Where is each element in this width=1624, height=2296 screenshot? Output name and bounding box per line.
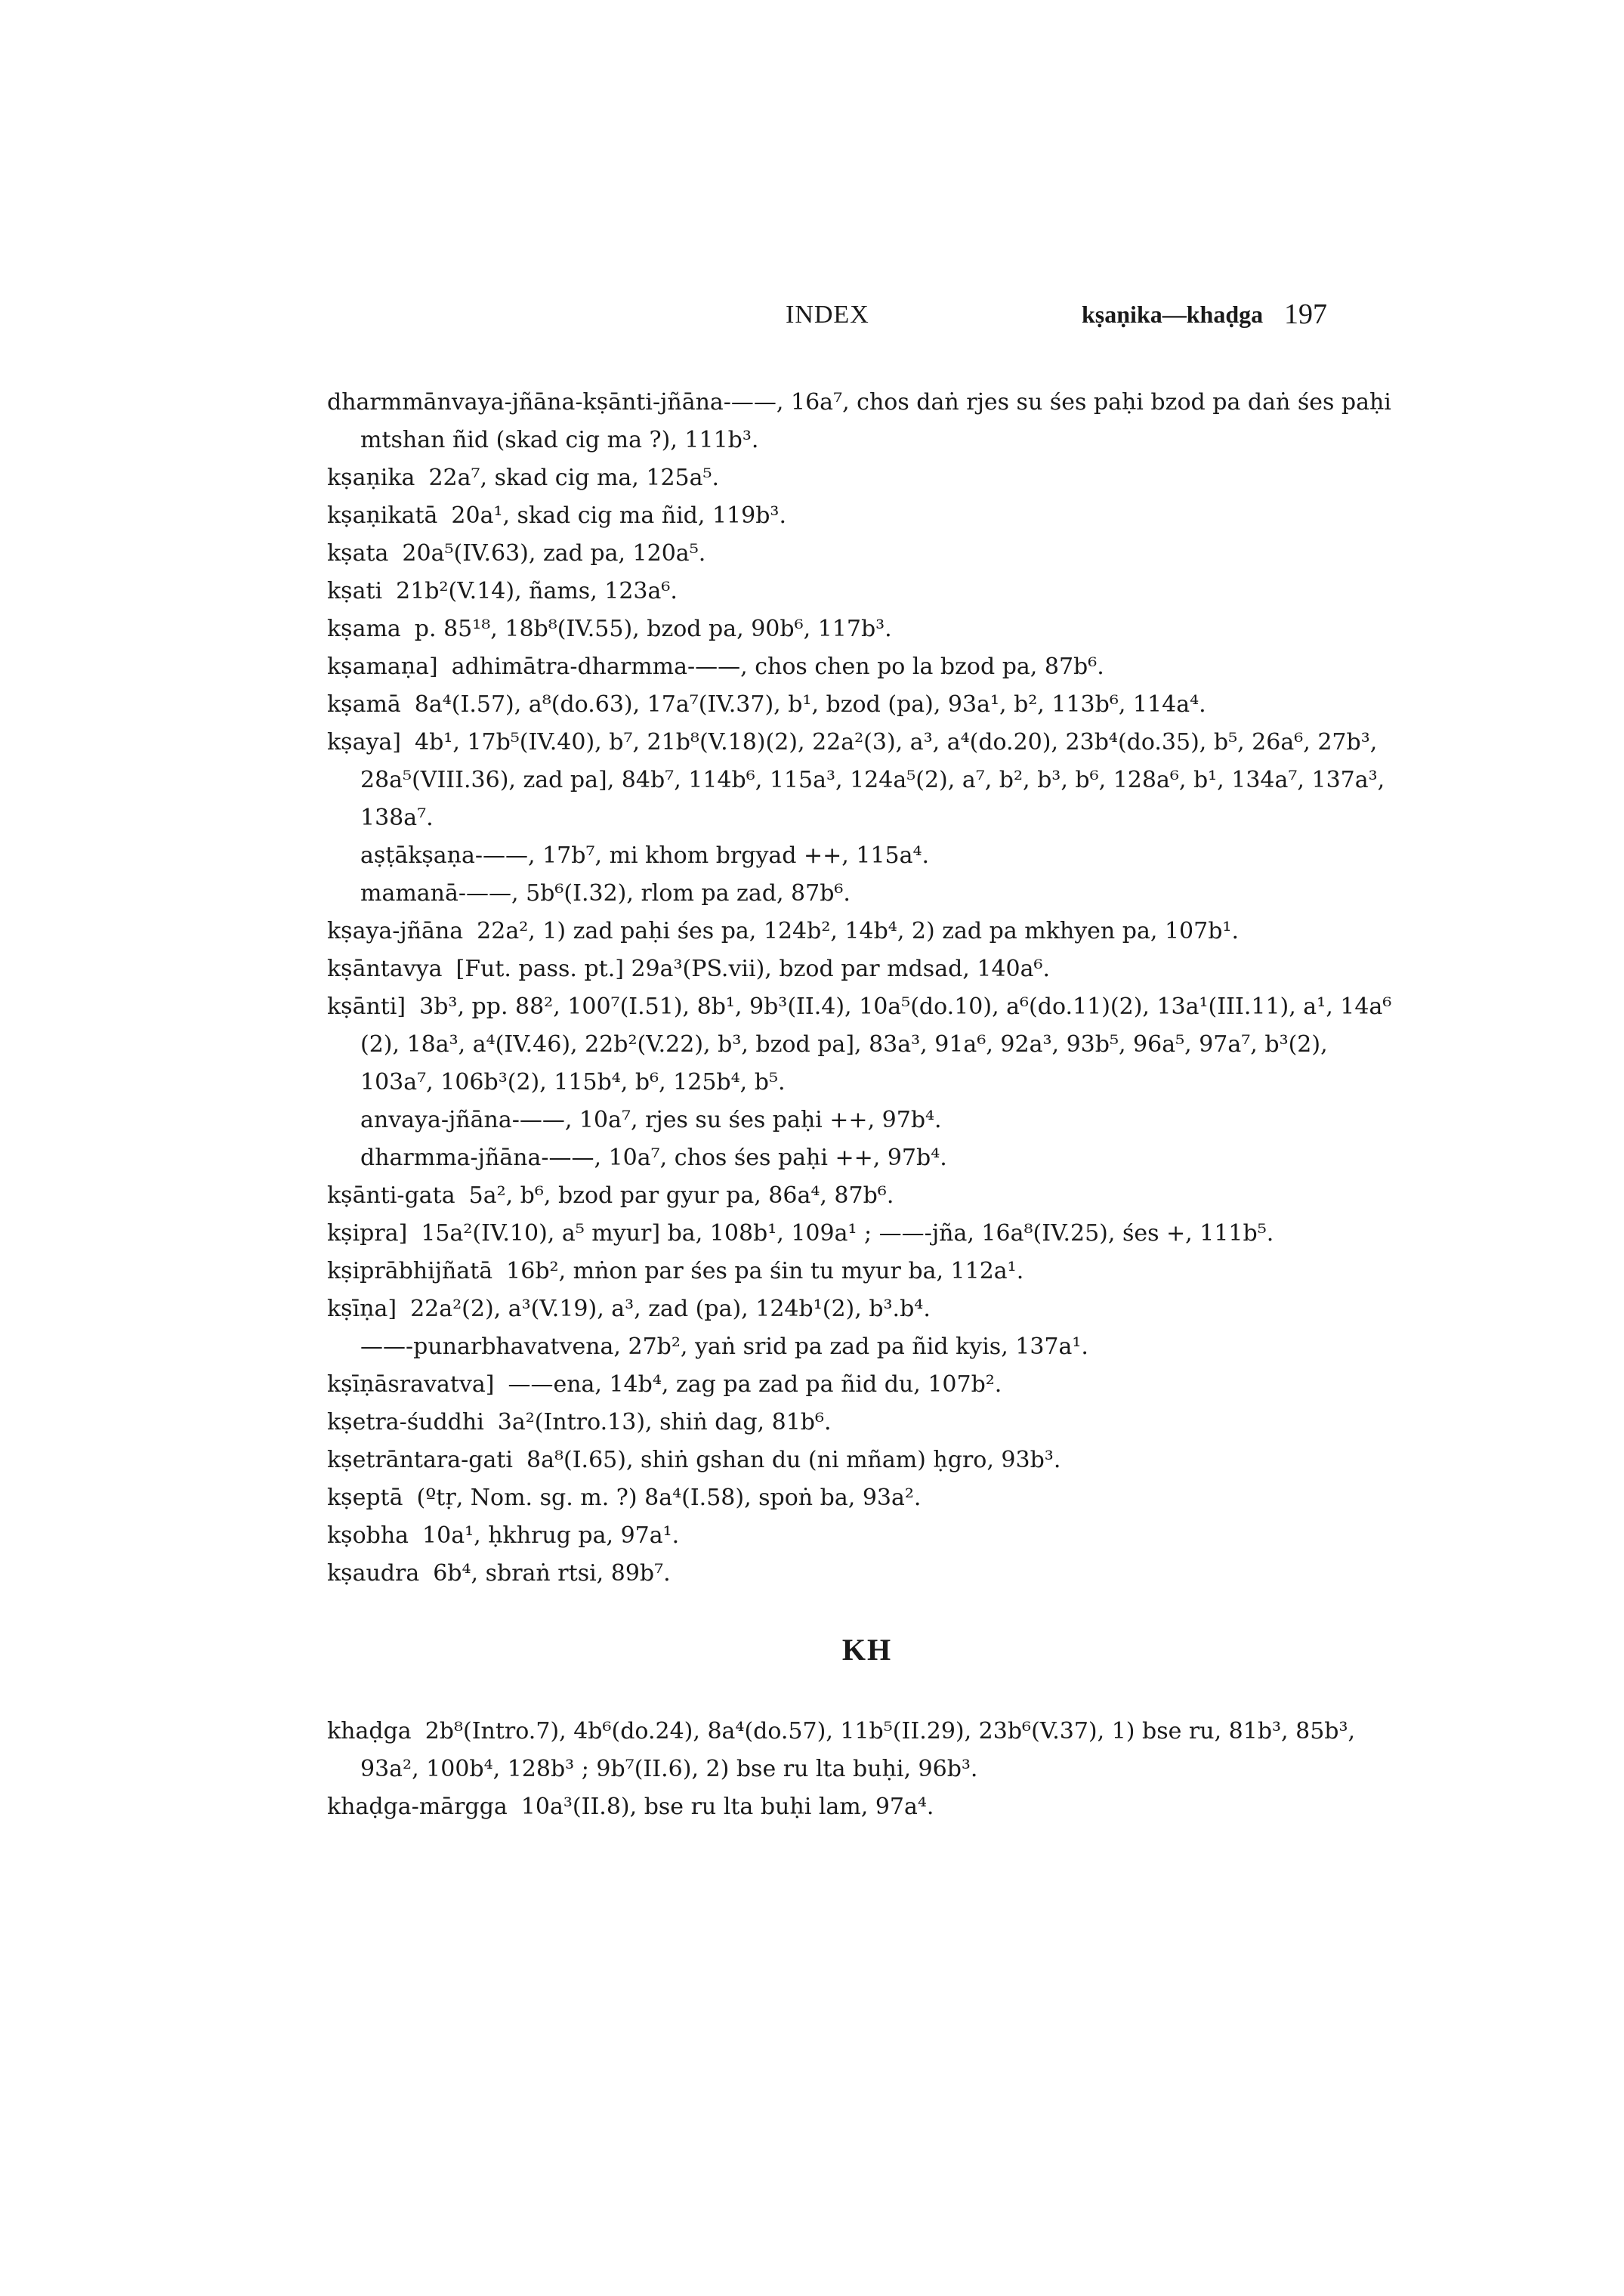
entry-text: 20a¹, skad cig ma ñid, 119b³. xyxy=(451,502,786,529)
index-entry xyxy=(327,1555,1407,1593)
entry-text: dharmma-jñāna-——, 10a⁷, chos śes paḥi ++, 97b⁴. xyxy=(360,1145,947,1171)
index-entry xyxy=(327,1215,1407,1253)
entry-text: ——ena, 14b⁴, zag pa zad pa ñid du, 107b². xyxy=(508,1371,1002,1398)
entry-text: 21b²(V.14), ñams, 123a⁶. xyxy=(396,578,678,604)
entry-text: 15a²(IV.10), a⁵ myur] ba, 108b¹, 109a¹ ; ——-jña, 16a⁸(IV.25), śes +, 111b⁵. xyxy=(421,1220,1274,1247)
entry-headword: kṣīṇāsravatva] xyxy=(327,1371,495,1398)
entry-text: 3b³, pp. 88², 100⁷(I.51), 8b¹, 9b³(II.4), 10a⁵(do.10), a⁶(do.11)(2), 13a¹(III.11), a¹, 14a⁶ (2), 18a³, a⁴(IV.46), 22b²(V.22), b³, bzod pa], 83a³, 91a⁶, 92a³, 93b⁵, 96a⁵, 97a⁷, b³(2), 103a⁷, 106b³(2), 115b⁴, b⁶, 125b⁴, b⁵. xyxy=(360,993,1392,1095)
entry-headword: kṣānti-gata xyxy=(327,1182,455,1209)
entry-headword: kṣamaṇa] xyxy=(327,654,438,680)
index-entry xyxy=(327,459,1407,497)
index-entry xyxy=(327,1479,1407,1517)
index-entry xyxy=(327,875,1407,913)
entry-headword: kṣaṇika xyxy=(327,465,415,491)
entry-headword: kṣetrāntara-gati xyxy=(327,1447,513,1473)
index-entry xyxy=(327,686,1407,724)
index-entry xyxy=(327,1517,1407,1555)
index-entry xyxy=(327,384,1407,459)
index-entry xyxy=(327,1139,1407,1177)
entry-text: 10a¹, ḥkhrug pa, 97a¹. xyxy=(422,1522,680,1549)
entry-text: dharmmānvaya-jñāna-kṣānti-jñāna-——, 16a⁷, chos daṅ rjes su śes paḥi bzod pa daṅ śes paḥi mtshan ñid (skad cig ma ?), 111b³. xyxy=(327,389,1391,453)
entry-text: p. 85¹⁸, 18b⁸(IV.55), bzod pa, 90b⁶, 117b³. xyxy=(414,616,892,642)
entry-headword: kṣaudra xyxy=(327,1560,420,1587)
index-entry xyxy=(327,1404,1407,1442)
entries-kh-section xyxy=(327,1713,1407,1826)
entry-text: mamanā-——, 5b⁶(I.32), rlom pa zad, 87b⁶. xyxy=(360,880,851,907)
entry-headword: kṣāntavya xyxy=(327,956,443,982)
entry-headword: kṣaya] xyxy=(327,729,401,756)
index-entry xyxy=(327,1177,1407,1215)
index-entry xyxy=(327,1442,1407,1479)
entry-text: 2b⁸(Intro.7), 4b⁶(do.24), 8a⁴(do.57), 11b⁵(II.29), 23b⁶(V.37), 1) bse ru, 81b³, 85b³, 93a², 100b⁴, 128b³ ; 9b⁷(II.6), 2) bse ru lta buḥi, 96b³. xyxy=(360,1718,1356,1782)
entry-headword: kṣīṇa] xyxy=(327,1296,397,1322)
entry-text: aṣṭākṣaṇa-——, 17b⁷, mi khom brgyad ++, 115a⁴. xyxy=(360,842,930,869)
entry-text: 10a³(II.8), bse ru lta buḥi lam, 97a⁴. xyxy=(520,1794,934,1820)
entry-text: 8a⁴(I.57), a⁸(do.63), 17a⁷(IV.37), b¹, bzod (pa), 93a¹, b², 113b⁶, 114a⁴. xyxy=(414,691,1206,718)
entry-headword: kṣetra-śuddhi xyxy=(327,1409,484,1435)
entry-headword: kṣama xyxy=(327,616,401,642)
entry-text: 22a⁷, skad cig ma, 125a⁵. xyxy=(428,465,720,491)
entry-headword: khaḍga-mārgga xyxy=(327,1794,508,1820)
entry-text: 8a⁸(I.65), shiṅ gshan du (ni mñam) ḥgro, 93b³. xyxy=(526,1447,1061,1473)
index-entry xyxy=(327,610,1407,648)
entries-ks-section xyxy=(327,384,1407,1593)
index-entry xyxy=(327,1788,1407,1826)
index-entry xyxy=(327,950,1407,988)
entry-headword: kṣānti] xyxy=(327,993,406,1020)
index-entry xyxy=(327,648,1407,686)
entry-headword: kṣati xyxy=(327,578,383,604)
page-number: 197 xyxy=(1284,298,1327,330)
entry-text: 16b², mṅon par śes pa śin tu myur ba, 112a¹. xyxy=(506,1258,1024,1284)
entry-headword: kṣobha xyxy=(327,1522,409,1549)
entry-text: 22a²(2), a³(V.19), a³, zad (pa), 124b¹(2), b³.b⁴. xyxy=(410,1296,931,1322)
index-entry xyxy=(327,1713,1407,1788)
index-body xyxy=(327,384,1407,1826)
entry-text: 6b⁴, sbraṅ rtsi, 89b⁷. xyxy=(433,1560,671,1587)
entry-text: 3a²(Intro.13), shiṅ dag, 81b⁶. xyxy=(497,1409,832,1435)
index-entry xyxy=(327,988,1407,1102)
entry-text: (ºtṛ, Nom. sg. m. ?) 8a⁴(I.58), spoṅ ba, 93a². xyxy=(416,1485,922,1511)
entry-headword: kṣipra] xyxy=(327,1220,408,1247)
entry-headword: khaḍga xyxy=(327,1718,412,1744)
index-entry xyxy=(327,1366,1407,1404)
entry-headword: kṣaya-jñāna xyxy=(327,918,464,944)
entry-text: ——-punarbhavatvena, 27b², yaṅ srid pa zad pa ñid kyis, 137a¹. xyxy=(360,1333,1088,1360)
header-range: kṣaṇika—khaḍga xyxy=(1082,301,1264,328)
index-entry xyxy=(327,573,1407,610)
index-entry xyxy=(327,535,1407,573)
index-entry xyxy=(327,497,1407,535)
index-entry xyxy=(327,1290,1407,1328)
index-entry xyxy=(327,1253,1407,1290)
entry-text: adhimātra-dharmma-——, chos chen po la bzod pa, 87b⁶. xyxy=(451,654,1104,680)
section-heading-kh: KH xyxy=(841,1633,893,1667)
index-entry xyxy=(327,724,1407,837)
running-header xyxy=(0,298,1624,338)
entry-headword: kṣiprābhijñatā xyxy=(327,1258,493,1284)
entry-text: 4b¹, 17b⁵(IV.40), b⁷, 21b⁸(V.18)(2), 22a²(3), a³, a⁴(do.20), 23b⁴(do.35), b⁵, 26a⁶, 27b³, 28a⁵(VIII.36), zad pa], 84b⁷, 114b⁶, 115a³, 124a⁵(2), a⁷, b², b³, b⁶, 128a⁶, b¹, 134a⁷, 137a³, 138a⁷. xyxy=(360,729,1385,831)
entry-headword: kṣeptā xyxy=(327,1485,403,1511)
header-title: INDEX xyxy=(786,301,869,329)
index-entry xyxy=(327,837,1407,875)
entry-text: [Fut. pass. pt.] 29a³(PS.vii), bzod par mdsad, 140a⁶. xyxy=(455,956,1051,982)
entry-text: 5a², b⁶, bzod par gyur pa, 86a⁴, 87b⁶. xyxy=(468,1182,894,1209)
entry-text: anvaya-jñāna-——, 10a⁷, rjes su śes paḥi ++, 97b⁴. xyxy=(360,1107,942,1133)
entry-headword: kṣamā xyxy=(327,691,401,718)
entry-text: 20a⁵(IV.63), zad pa, 120a⁵. xyxy=(402,540,706,567)
index-entry xyxy=(327,1102,1407,1139)
index-entry xyxy=(327,1328,1407,1366)
entry-headword: kṣaṇikatā xyxy=(327,502,438,529)
entry-text: 22a², 1) zad paḥi śes pa, 124b², 14b⁴, 2) zad pa mkhyen pa, 107b¹. xyxy=(477,918,1239,944)
index-entry xyxy=(327,913,1407,950)
entry-headword: kṣata xyxy=(327,540,389,567)
